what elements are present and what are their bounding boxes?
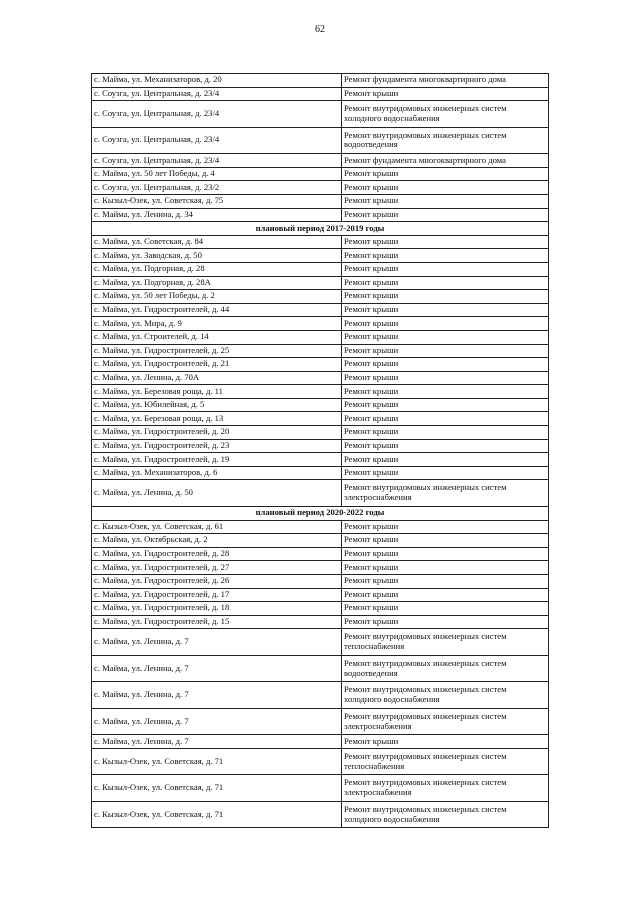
address-cell: с. Майма, ул. Гидростроителей, д. 18 — [92, 602, 342, 616]
address-cell: с. Майма, ул. Березовая роща, д. 13 — [92, 412, 342, 426]
address-cell: с. Майма, ул. Гидростроителей, д. 20 — [92, 426, 342, 440]
table-row — [92, 101, 549, 128]
table-row — [92, 181, 549, 195]
table-row — [92, 775, 549, 802]
work-type-cell: Ремонт крыши — [342, 412, 549, 426]
work-type-cell: Ремонт крыши — [342, 290, 549, 304]
work-type-cell: Ремонт крыши — [342, 167, 549, 181]
address-cell: с. Майма, ул. Ленина, д. 7 — [92, 629, 342, 656]
address-cell: с. Майма, ул. Советская, д. 84 — [92, 235, 342, 249]
work-type-cell: Ремонт крыши — [342, 181, 549, 195]
period-header-row — [92, 222, 549, 236]
work-type-cell: Ремонт крыши — [342, 574, 549, 588]
work-type-cell: Ремонт крыши — [342, 398, 549, 412]
table-row — [92, 371, 549, 385]
address-cell: с. Майма, ул. Гидростроителей, д. 15 — [92, 615, 342, 629]
work-type-cell: Ремонт внутридомовых инженерных систем холодного водоснабжения — [342, 101, 549, 128]
address-cell: с. Майма, ул. Подгорная, д. 28 — [92, 262, 342, 276]
table-row — [92, 574, 549, 588]
table-row — [92, 127, 549, 154]
work-type-cell: Ремонт крыши — [342, 262, 549, 276]
address-cell: с. Соузга, ул. Центральная, д. 23/2 — [92, 181, 342, 195]
address-cell: с. Майма, ул. Мира, д. 9 — [92, 317, 342, 331]
work-type-cell: Ремонт крыши — [342, 235, 549, 249]
work-type-cell: Ремонт крыши — [342, 466, 549, 480]
address-cell: с. Майма, ул. 50 лет Победы, д. 2 — [92, 290, 342, 304]
table-row — [92, 547, 549, 561]
address-cell: с. Кызыл-Озек, ул. Советская, д. 71 — [92, 775, 342, 802]
period-header-row — [92, 506, 549, 520]
address-cell: с. Майма, ул. Гидростроителей, д. 44 — [92, 303, 342, 317]
work-type-cell: Ремонт крыши — [342, 426, 549, 440]
table-row — [92, 87, 549, 101]
table-row — [92, 412, 549, 426]
table-row — [92, 534, 549, 548]
table-row — [92, 208, 549, 222]
work-type-cell: Ремонт крыши — [342, 534, 549, 548]
address-cell: с. Майма, ул. 50 лет Победы, д. 4 — [92, 167, 342, 181]
address-cell: с. Майма, ул. Юбилейная, д. 5 — [92, 398, 342, 412]
table-row — [92, 426, 549, 440]
address-cell: с. Майма, ул. Ленина, д. 7 — [92, 735, 342, 749]
table-row — [92, 249, 549, 263]
table-row — [92, 398, 549, 412]
table-row — [92, 655, 549, 682]
work-type-cell: Ремонт крыши — [342, 439, 549, 453]
work-type-cell: Ремонт крыши — [342, 453, 549, 467]
address-cell: с. Соузга, ул. Центральная, д. 23/4 — [92, 127, 342, 154]
table-row — [92, 453, 549, 467]
page-number: 62 — [315, 24, 325, 35]
table-row — [92, 344, 549, 358]
work-type-cell: Ремонт внутридомовых инженерных систем холодного водоснабжения — [342, 801, 549, 828]
table-row — [92, 194, 549, 208]
address-cell: с. Кызыл-Озек, ул. Советская, д. 75 — [92, 194, 342, 208]
table-row — [92, 235, 549, 249]
work-type-cell: Ремонт крыши — [342, 561, 549, 575]
work-type-cell: Ремонт крыши — [342, 330, 549, 344]
work-type-cell: Ремонт фундамента многоквартирного дома — [342, 74, 549, 88]
work-type-cell: Ремонт крыши — [342, 194, 549, 208]
work-type-cell: Ремонт крыши — [342, 303, 549, 317]
address-cell: с. Майма, ул. Строителей, д. 14 — [92, 330, 342, 344]
address-cell: с. Майма, ул. Подгорная, д. 28А — [92, 276, 342, 290]
address-cell: с. Соузга, ул. Центральная, д. 23/4 — [92, 87, 342, 101]
work-type-cell: Ремонт крыши — [342, 87, 549, 101]
work-type-cell: Ремонт крыши — [342, 615, 549, 629]
work-type-cell: Ремонт внутридомовых инженерных систем водоотведения — [342, 655, 549, 682]
table-row — [92, 520, 549, 534]
address-cell: с. Майма, ул. Гидростроителей, д. 28 — [92, 547, 342, 561]
work-type-cell: Ремонт крыши — [342, 276, 549, 290]
work-type-cell: Ремонт внутридомовых инженерных систем электроснабжения — [342, 480, 549, 507]
work-type-cell: Ремонт крыши — [342, 358, 549, 372]
work-type-cell: Ремонт внутридомовых инженерных систем водоотведения — [342, 127, 549, 154]
table-row — [92, 615, 549, 629]
address-cell: с. Майма, ул. Гидростроителей, д. 17 — [92, 588, 342, 602]
address-cell: с. Майма, ул. Березовая роща, д. 11 — [92, 385, 342, 399]
work-type-cell: Ремонт внутридомовых инженерных систем электроснабжения — [342, 775, 549, 802]
table-row — [92, 439, 549, 453]
work-type-cell: Ремонт крыши — [342, 385, 549, 399]
table-row — [92, 317, 549, 331]
table-row — [92, 561, 549, 575]
address-cell: с. Майма, ул. Механизаторов, д. 20 — [92, 74, 342, 88]
work-type-cell: Ремонт крыши — [342, 602, 549, 616]
address-cell: с. Майма, ул. Октябрьская, д. 2 — [92, 534, 342, 548]
work-type-cell: Ремонт внутридомовых инженерных систем теплоснабжения — [342, 629, 549, 656]
address-cell: с. Соузга, ул. Центральная, д. 23/4 — [92, 154, 342, 168]
table-row — [92, 480, 549, 507]
address-cell: с. Майма, ул. Ленина, д. 7 — [92, 708, 342, 735]
period-title: плановый период 2020-2022 годы — [92, 506, 549, 520]
work-type-cell: Ремонт внутридомовых инженерных систем теплоснабжения — [342, 748, 549, 775]
address-cell: с. Майма, ул. Заводская, д. 50 — [92, 249, 342, 263]
table-row — [92, 629, 549, 656]
work-type-cell: Ремонт крыши — [342, 317, 549, 331]
address-cell: с. Майма, ул. Гидростроителей, д. 25 — [92, 344, 342, 358]
table-row — [92, 303, 549, 317]
table-row — [92, 708, 549, 735]
work-type-cell: Ремонт крыши — [342, 735, 549, 749]
repair-works-table — [91, 73, 549, 828]
address-cell: с. Майма, ул. Ленина, д. 7 — [92, 682, 342, 709]
address-cell: с. Майма, ул. Механизаторов, д. 6 — [92, 466, 342, 480]
table-row — [92, 466, 549, 480]
work-type-cell: Ремонт крыши — [342, 520, 549, 534]
table-row — [92, 682, 549, 709]
address-cell: с. Майма, ул. Ленина, д. 34 — [92, 208, 342, 222]
work-type-cell: Ремонт крыши — [342, 208, 549, 222]
table-row — [92, 358, 549, 372]
address-cell: с. Майма, ул. Гидростроителей, д. 21 — [92, 358, 342, 372]
table-row — [92, 801, 549, 828]
work-type-cell: Ремонт крыши — [342, 344, 549, 358]
work-type-cell: Ремонт крыши — [342, 371, 549, 385]
work-type-cell: Ремонт внутридомовых инженерных систем электроснабжения — [342, 708, 549, 735]
table-row — [92, 154, 549, 168]
work-type-cell: Ремонт внутридомовых инженерных систем холодного водоснабжения — [342, 682, 549, 709]
work-type-cell: Ремонт фундамента многоквартирного дома — [342, 154, 549, 168]
table-row — [92, 588, 549, 602]
address-cell: с. Майма, ул. Ленина, д. 50 — [92, 480, 342, 507]
address-cell: с. Майма, ул. Гидростроителей, д. 27 — [92, 561, 342, 575]
table-row — [92, 385, 549, 399]
table-row — [92, 735, 549, 749]
table-row — [92, 330, 549, 344]
address-cell: с. Кызыл-Озек, ул. Советская, д. 71 — [92, 748, 342, 775]
address-cell: с. Майма, ул. Гидростроителей, д. 23 — [92, 439, 342, 453]
address-cell: с. Майма, ул. Ленина, д. 70А — [92, 371, 342, 385]
address-cell: с. Майма, ул. Ленина, д. 7 — [92, 655, 342, 682]
address-cell: с. Соузга, ул. Центральная, д. 23/4 — [92, 101, 342, 128]
address-cell: с. Майма, ул. Гидростроителей, д. 26 — [92, 574, 342, 588]
work-type-cell: Ремонт крыши — [342, 249, 549, 263]
table-row — [92, 262, 549, 276]
work-type-cell: Ремонт крыши — [342, 547, 549, 561]
table-body — [92, 74, 549, 828]
table-row — [92, 748, 549, 775]
table-row — [92, 74, 549, 88]
period-title: плановый период 2017-2019 годы — [92, 222, 549, 236]
table-row — [92, 602, 549, 616]
table-row — [92, 276, 549, 290]
address-cell: с. Майма, ул. Гидростроителей, д. 19 — [92, 453, 342, 467]
address-cell: с. Кызыл-Озек, ул. Советская, д. 71 — [92, 801, 342, 828]
table-row — [92, 167, 549, 181]
work-type-cell: Ремонт крыши — [342, 588, 549, 602]
address-cell: с. Кызыл-Озек, ул. Советская, д. 61 — [92, 520, 342, 534]
table-row — [92, 290, 549, 304]
